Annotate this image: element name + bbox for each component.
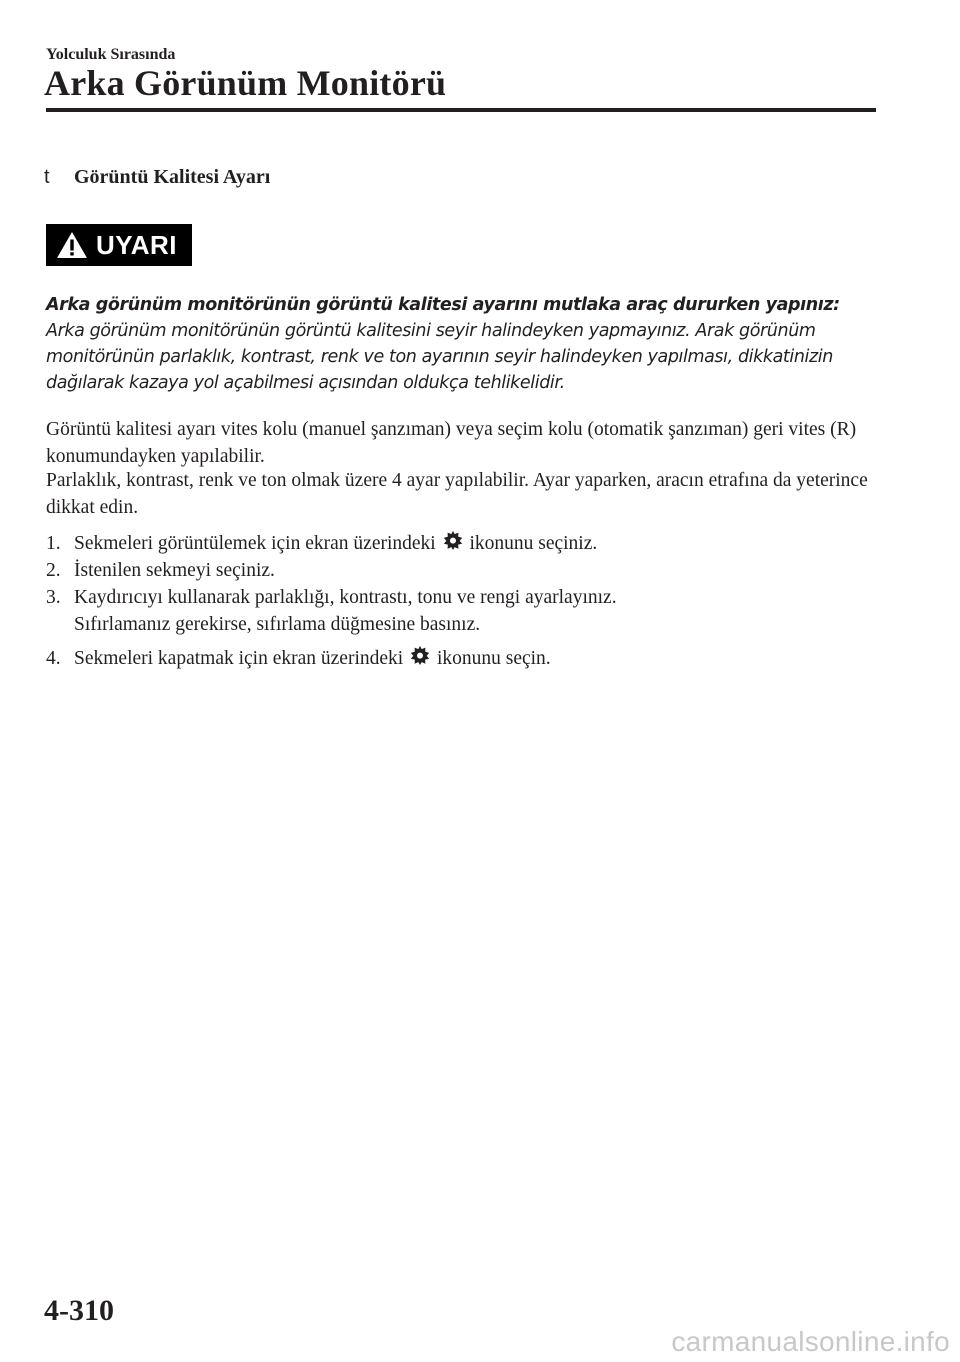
step-number: 2. <box>46 560 61 581</box>
section-marker: t <box>44 166 50 188</box>
step-item <box>46 530 597 557</box>
step-text: İstenilen sekmeyi seçiniz. <box>74 560 275 581</box>
step-subtext: Sıfırlamanız gerekirse, sıfırlama düğmesine basınız. <box>74 614 481 635</box>
paragraph: Görüntü kalitesi ayarı vites kolu (manuel şanzıman) veya seçim kolu (otomatik şanzıman) geri vites (R) konumundayken yapılabilir. <box>46 419 857 467</box>
step-text: Sekmeleri görüntülemek için ekran üzerindeki <box>74 533 436 554</box>
watermark: carmanualsonline.info <box>671 1326 950 1357</box>
step-number: 3. <box>46 587 61 608</box>
gear-icon <box>443 530 463 550</box>
warning-heading: Arka görünüm monitörünün görüntü kalitesi ayarını mutlaka araç dururken yapınız: <box>46 295 840 315</box>
step-item <box>46 557 275 584</box>
step-item <box>46 645 551 672</box>
breadcrumb: Yolculuk Sırasında <box>46 46 176 63</box>
step-text: Kaydırıcıyı kullanarak parlaklığı, kontrastı, tonu ve rengi ayarlayınız. <box>74 587 617 608</box>
warning-badge <box>46 224 192 266</box>
page-title: Arka Görünüm Monitörü <box>44 63 447 103</box>
section-title: Görüntü Kalitesi Ayarı <box>74 166 271 188</box>
title-divider <box>46 108 876 112</box>
step-text: ikonunu seçiniz. <box>469 533 598 554</box>
step-number: 1. <box>46 533 61 554</box>
step-text: Sekmeleri kapatmak için ekran üzerindeki <box>74 648 404 669</box>
warning-body: Arka görünüm monitörünün görüntü kalitesini seyir halindeyken yapmayınız. Arak görünüm monitörünün parlaklık, kontrast, renk ve ton ayarının seyir halindeyken yapılması, dikkatinizin dağılarak kazaya yol açabilmesi açısından oldukça tehlikelidir. <box>46 321 833 393</box>
step-text: ikonunu seçin. <box>436 648 551 669</box>
paragraph: Parlaklık, kontrast, renk ve ton olmak üzere 4 ayar yapılabilir. Ayar yaparken, aracın etrafına da yeterince dikkat edin. <box>46 470 868 518</box>
warning-label: UYARI <box>96 229 178 260</box>
warning-triangle-icon <box>56 231 88 259</box>
gear-icon <box>410 645 430 665</box>
page-number: 4-310 <box>44 1294 114 1327</box>
step-item <box>46 584 617 611</box>
step-number: 4. <box>46 648 61 669</box>
